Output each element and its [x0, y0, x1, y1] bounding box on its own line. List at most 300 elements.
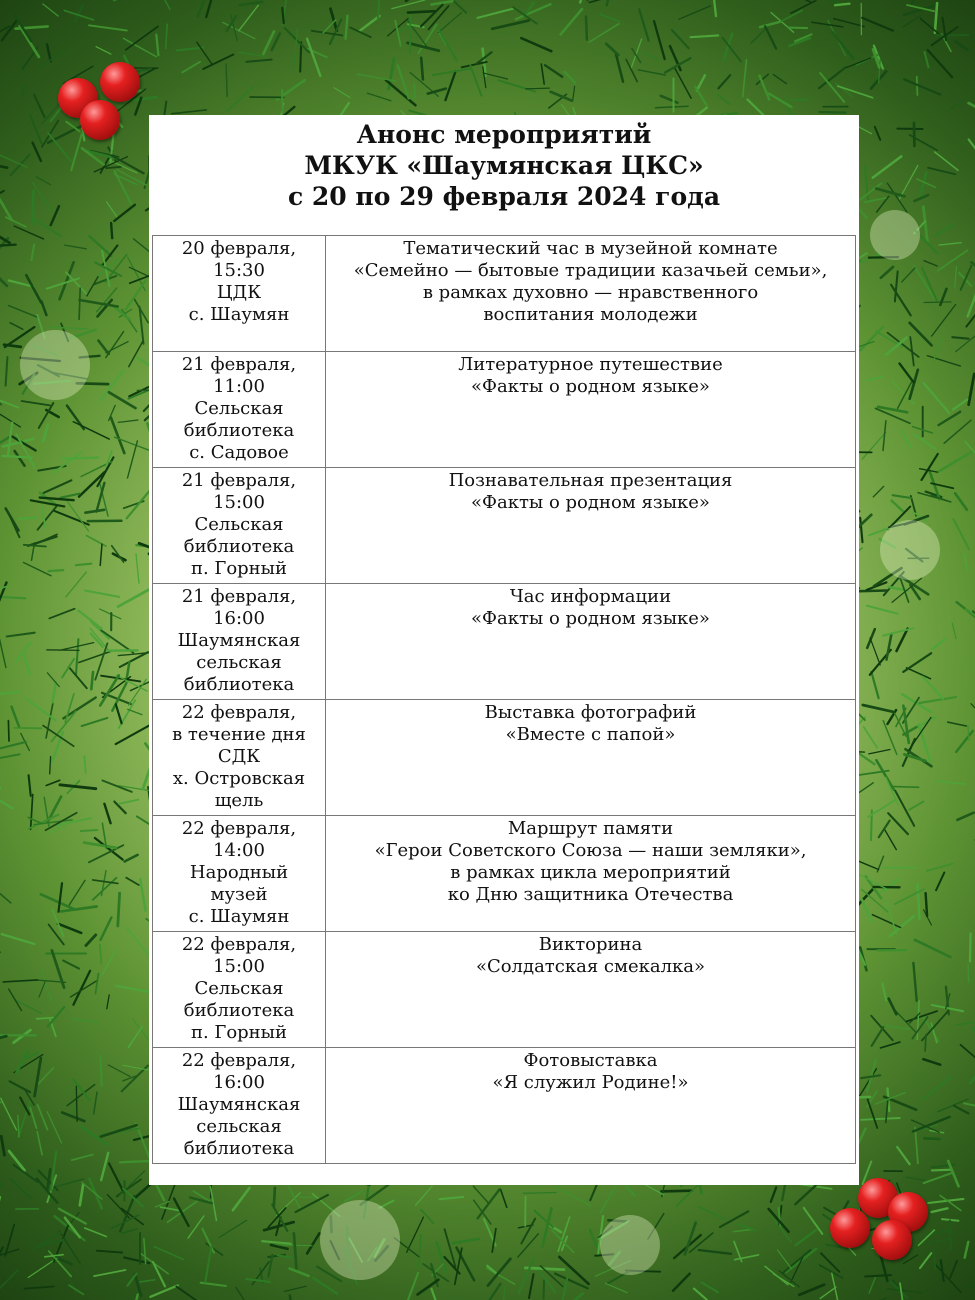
pine-needle — [246, 1279, 270, 1282]
event-description-cell — [326, 584, 856, 700]
pine-needle — [914, 434, 935, 449]
event-date-place-line: библиотека — [183, 1000, 295, 1021]
pine-needle — [438, 31, 446, 45]
pine-needle — [771, 1187, 776, 1202]
pine-needle — [883, 628, 913, 635]
pine-needle — [521, 38, 551, 51]
pine-needle — [416, 1186, 432, 1205]
event-date-place-line: музей — [210, 884, 268, 905]
pine-needle — [203, 55, 233, 70]
pine-needle — [177, 1287, 199, 1300]
event-date-place-cell — [153, 468, 326, 584]
pine-needle — [81, 830, 98, 831]
pine-needle — [30, 115, 42, 144]
pine-needle — [421, 58, 423, 80]
pine-needle — [36, 177, 51, 185]
pine-needle — [52, 711, 76, 741]
pine-needle — [795, 1185, 816, 1204]
pine-needle — [969, 374, 975, 405]
pine-needle — [41, 894, 75, 909]
pine-needle — [890, 786, 918, 787]
pine-needle — [42, 301, 47, 315]
pine-needle — [39, 50, 66, 69]
pine-needle — [126, 281, 146, 309]
pine-needle — [6, 509, 19, 531]
pine-needle — [661, 96, 678, 103]
pine-needle — [313, 1278, 337, 1294]
pine-needle — [104, 804, 110, 823]
pine-needle — [65, 245, 87, 249]
pine-needle — [98, 341, 108, 354]
pine-needle — [150, 1285, 178, 1296]
pine-needle — [262, 1241, 291, 1244]
pine-needle — [920, 1253, 931, 1268]
pine-needle — [68, 880, 85, 906]
announcement-sheet — [149, 115, 859, 1185]
pine-needle — [140, 1280, 155, 1282]
pine-needle — [968, 726, 969, 740]
pine-needle — [182, 62, 200, 73]
pine-needle — [24, 1287, 53, 1289]
pine-needle — [922, 1077, 951, 1101]
pine-needle — [887, 183, 907, 212]
event-row — [153, 1048, 856, 1164]
pine-needle — [488, 1259, 511, 1286]
pine-needle — [12, 707, 19, 727]
pine-needle — [858, 1128, 865, 1144]
pine-needle — [821, 1253, 839, 1272]
pine-needle — [958, 813, 974, 820]
pine-needle — [887, 634, 892, 660]
pine-needle — [924, 1173, 951, 1183]
event-description-line: Викторина — [538, 934, 643, 955]
pine-needle — [445, 71, 455, 100]
pine-needle — [14, 1165, 38, 1182]
pine-needle — [360, 16, 380, 31]
pine-needle — [541, 64, 544, 84]
pine-needle — [832, 32, 853, 58]
pine-needle — [49, 925, 64, 945]
holly-berry — [872, 1220, 912, 1260]
pine-needle — [47, 1112, 62, 1143]
pine-needle — [48, 1169, 51, 1188]
pine-needle — [33, 143, 41, 161]
pine-needle — [915, 940, 950, 957]
pine-needle — [936, 1265, 961, 1292]
pine-needle — [950, 1221, 951, 1249]
event-date-place-line: 16:00 — [213, 608, 265, 629]
pine-needle — [101, 1153, 108, 1180]
pine-needle — [154, 1247, 183, 1260]
event-row — [153, 236, 856, 352]
pine-needle — [927, 864, 953, 871]
pine-needle — [556, 1187, 590, 1206]
pine-needle — [889, 999, 897, 1015]
pine-needle — [778, 1250, 792, 1269]
pine-needle — [418, 1280, 439, 1295]
pine-needle — [694, 1289, 707, 1300]
event-date-place-line: Сельская — [194, 978, 284, 999]
pine-needle — [924, 383, 950, 413]
pine-needle — [95, 643, 107, 679]
pine-needle — [932, 1170, 952, 1171]
pine-needle — [917, 1001, 919, 1040]
pine-needle — [66, 572, 86, 597]
pine-needle — [432, 1289, 438, 1300]
pine-needle — [227, 87, 254, 111]
pine-needle — [285, 1286, 307, 1291]
event-date-place-line: 22 февраля, — [181, 934, 297, 955]
pine-needle — [867, 377, 883, 380]
pine-needle — [408, 11, 435, 12]
pine-needle — [323, 20, 336, 33]
pine-needle — [860, 518, 862, 542]
pine-needle — [103, 948, 118, 974]
pine-needle — [835, 4, 850, 5]
pine-needle — [913, 963, 916, 1001]
pine-needle — [872, 1027, 884, 1046]
pine-needle — [40, 498, 74, 501]
pine-needle — [605, 1283, 627, 1292]
pine-needle — [950, 1261, 957, 1278]
pine-needle — [101, 1056, 102, 1086]
pine-needle — [662, 1191, 692, 1192]
event-date-place-line: сельская — [196, 1116, 282, 1137]
pine-needle — [523, 1193, 556, 1194]
bokeh-light — [870, 210, 920, 260]
pine-needle — [101, 1125, 137, 1137]
pine-needle — [63, 698, 95, 719]
pine-needle — [97, 1251, 123, 1253]
pine-needle — [167, 1201, 197, 1223]
event-description-cell — [326, 1048, 856, 1164]
event-description-line: Тематический час в музейной комнате — [403, 238, 778, 259]
pine-needle — [834, 19, 864, 27]
pine-needle — [41, 969, 51, 1000]
event-row — [153, 816, 856, 932]
event-date-place-line: 15:00 — [213, 492, 265, 513]
pine-needle — [925, 1035, 926, 1051]
pine-needle — [919, 725, 931, 762]
pine-needle — [903, 16, 920, 27]
pine-needle — [123, 1189, 143, 1207]
pine-needle — [334, 88, 350, 98]
pine-needle — [909, 717, 931, 750]
pine-needle — [952, 623, 956, 639]
pine-needle — [57, 1179, 84, 1186]
pine-needle — [865, 1275, 891, 1276]
pine-needle — [100, 945, 101, 964]
event-description-line: «Семейно — бытовые традиции казачьей семьи», — [353, 260, 828, 281]
pine-needle — [804, 1208, 823, 1234]
pine-needle — [545, 65, 562, 77]
pine-needle — [875, 127, 880, 140]
pine-needle — [924, 1138, 939, 1139]
pine-needle — [15, 451, 25, 466]
pine-needle — [107, 995, 109, 1009]
event-date-place-line: п. Горный — [190, 1022, 288, 1043]
event-description-line: «Вместе с папой» — [505, 724, 676, 745]
pine-needle — [562, 1267, 570, 1300]
pine-needle — [277, 1255, 291, 1258]
pine-needle — [876, 760, 893, 789]
event-date-place-line: Народный — [189, 862, 289, 883]
pine-needle — [33, 183, 52, 211]
pine-needle — [156, 0, 170, 10]
event-date-place-cell — [153, 236, 326, 352]
pine-needle — [869, 750, 890, 754]
pine-needle — [872, 915, 900, 928]
pine-needle — [438, 28, 457, 60]
pine-needle — [293, 30, 297, 69]
pine-needle — [953, 400, 967, 410]
pine-needle — [9, 306, 39, 318]
event-date-place-line: х. Островская — [172, 768, 306, 789]
pine-needle — [37, 1105, 47, 1130]
pine-needle — [44, 480, 72, 493]
pine-needle — [964, 1103, 975, 1109]
pine-needle — [699, 1250, 731, 1254]
event-date-place-cell — [153, 352, 326, 468]
pine-needle — [961, 1045, 975, 1065]
pine-needle — [638, 70, 665, 75]
pine-needle — [161, 1207, 180, 1210]
event-description-line: Фотовыставка — [523, 1050, 658, 1071]
pine-needle — [539, 1271, 555, 1292]
pine-needle — [760, 22, 780, 27]
event-date-place-line: 21 февраля, — [181, 470, 297, 491]
pine-needle — [589, 0, 616, 3]
pine-needle — [920, 173, 926, 196]
pine-needle — [864, 727, 878, 748]
pine-needle — [45, 1255, 63, 1257]
event-date-place-line: сельская — [196, 652, 282, 673]
pine-needle — [873, 486, 883, 497]
pine-needle — [691, 35, 719, 37]
pine-needle — [712, 0, 716, 16]
pine-needle — [526, 88, 550, 89]
pine-needle — [97, 288, 117, 312]
pine-needle — [906, 1011, 937, 1021]
pine-needle — [125, 855, 138, 862]
pine-needle — [926, 893, 928, 916]
event-description-cell — [326, 468, 856, 584]
pine-needle — [100, 544, 102, 565]
pine-needle — [774, 75, 787, 84]
pine-needle — [453, 1239, 479, 1243]
pine-needle — [654, 21, 665, 59]
pine-needle — [246, 60, 271, 62]
pine-needle — [954, 1106, 969, 1114]
pine-needle — [884, 829, 896, 850]
pine-needle — [11, 1179, 32, 1199]
pine-needle — [39, 981, 45, 997]
pine-needle — [936, 225, 952, 235]
pine-needle — [130, 1295, 138, 1300]
pine-needle — [60, 785, 96, 789]
pine-needle — [49, 609, 74, 619]
pine-needle — [239, 5, 259, 30]
pine-needle — [919, 697, 956, 703]
pine-needle — [118, 893, 120, 926]
pine-needle — [219, 1220, 246, 1237]
pine-needle — [135, 1274, 141, 1296]
events-table — [152, 235, 856, 1164]
pine-needle — [941, 1260, 944, 1281]
pine-needle — [23, 652, 30, 674]
pine-needle — [685, 1223, 696, 1255]
pine-needle — [760, 76, 770, 100]
pine-needle — [956, 731, 973, 752]
pine-needle — [86, 935, 96, 946]
pine-needle — [31, 500, 65, 506]
pine-needle — [895, 271, 898, 301]
pine-needle — [166, 24, 168, 48]
pine-needle — [118, 420, 138, 422]
pine-needle — [89, 25, 127, 30]
pine-needle — [37, 1018, 53, 1019]
pine-needle — [917, 179, 936, 187]
pine-needle — [971, 704, 975, 723]
pine-needle — [48, 570, 63, 571]
pine-needle — [197, 42, 213, 64]
pine-needle — [103, 781, 132, 792]
pine-needle — [935, 152, 958, 170]
event-description-cell — [326, 352, 856, 468]
pine-needle — [870, 638, 880, 665]
pine-needle — [445, 1229, 456, 1267]
pine-needle — [290, 1296, 295, 1300]
pine-needle — [19, 518, 37, 519]
pine-needle — [72, 1155, 93, 1161]
pine-needle — [63, 961, 79, 969]
pine-needle — [174, 1199, 189, 1226]
pine-needle — [407, 1273, 418, 1300]
pine-needle — [39, 403, 54, 428]
pine-needle — [89, 236, 111, 256]
event-date-place-cell — [153, 816, 326, 932]
pine-needle — [188, 1216, 204, 1238]
pine-needle — [969, 140, 975, 166]
pine-needle — [1, 1136, 4, 1155]
pine-needle — [109, 1164, 124, 1193]
pine-needle — [0, 1249, 19, 1256]
pine-needle — [76, 564, 92, 566]
pine-needle — [565, 72, 575, 83]
pine-needle — [31, 795, 33, 830]
pine-needle — [111, 155, 143, 173]
pine-needle — [0, 1247, 3, 1280]
pine-needle — [639, 9, 648, 40]
pine-needle — [869, 1278, 875, 1294]
pine-needle — [970, 933, 971, 961]
pine-needle — [600, 1181, 619, 1213]
title-line-3: с 20 по 29 февраля 2024 года — [287, 182, 721, 211]
pine-needle — [128, 709, 142, 714]
pine-needle — [938, 250, 968, 270]
pine-needle — [885, 1026, 909, 1029]
pine-needle — [965, 1283, 975, 1289]
pine-needle — [586, 17, 587, 40]
pine-needle — [718, 95, 730, 105]
pine-needle — [0, 597, 25, 599]
pine-needle — [928, 50, 952, 77]
pine-needle — [94, 1092, 97, 1114]
pine-needle — [924, 302, 951, 303]
pine-needle — [50, 757, 51, 774]
bokeh-light — [600, 1215, 660, 1275]
pine-needle — [923, 207, 927, 243]
pine-needle — [53, 683, 56, 703]
pine-needle — [62, 458, 98, 459]
pine-needle — [932, 1208, 948, 1212]
pine-needle — [903, 1255, 917, 1264]
pine-needle — [3, 456, 32, 458]
pine-needle — [893, 495, 912, 498]
pine-needle — [0, 629, 6, 667]
event-date-place-cell — [153, 932, 326, 1048]
pine-needle — [897, 1147, 909, 1164]
event-row — [153, 584, 856, 700]
pine-needle — [128, 441, 138, 478]
pine-needle — [116, 704, 122, 723]
pine-needle — [127, 662, 130, 678]
pine-needle — [812, 22, 843, 27]
pine-needle — [414, 84, 415, 99]
pine-needle — [832, 1273, 839, 1300]
pine-needle — [386, 80, 416, 105]
pine-needle — [923, 1059, 940, 1065]
pine-needle — [85, 510, 104, 513]
pine-needle — [952, 337, 968, 339]
pine-needle — [129, 1026, 143, 1047]
pine-needle — [0, 189, 12, 220]
event-date-place-line: 14:00 — [213, 840, 265, 861]
pine-needle — [433, 68, 471, 75]
pine-needle — [936, 873, 944, 891]
pine-needle — [820, 112, 846, 113]
bokeh-light — [20, 330, 90, 400]
event-description-line: «Факты о родном языке» — [471, 492, 710, 513]
event-date-place-line: Сельская — [194, 398, 284, 419]
event-description-line: ко Дню защитника Отечества — [447, 884, 734, 905]
pine-needle — [470, 66, 481, 96]
holly-berry — [80, 100, 120, 140]
pine-needle — [632, 49, 641, 63]
pine-needle — [950, 98, 969, 110]
pine-needle — [31, 245, 34, 261]
pine-needle — [79, 288, 80, 319]
pine-needle — [118, 588, 152, 607]
pine-needle — [881, 267, 893, 278]
pine-needle — [0, 754, 20, 758]
pine-needle — [21, 85, 25, 99]
pine-needle — [751, 28, 766, 43]
event-date-place-line: библиотека — [183, 536, 295, 557]
event-description-line: «Солдатская смекалка» — [475, 956, 706, 977]
pine-needle — [504, 1286, 505, 1300]
pine-needle — [555, 1274, 588, 1289]
pine-needle — [626, 59, 637, 81]
pine-needle — [859, 783, 873, 793]
pine-needle — [294, 1233, 297, 1268]
pine-needle — [114, 205, 135, 221]
pine-needle — [912, 0, 928, 4]
pine-needle — [871, 672, 878, 698]
pine-needle — [71, 133, 82, 170]
event-date-place-line: Шаумянская — [177, 630, 301, 651]
pine-needle — [177, 48, 203, 51]
